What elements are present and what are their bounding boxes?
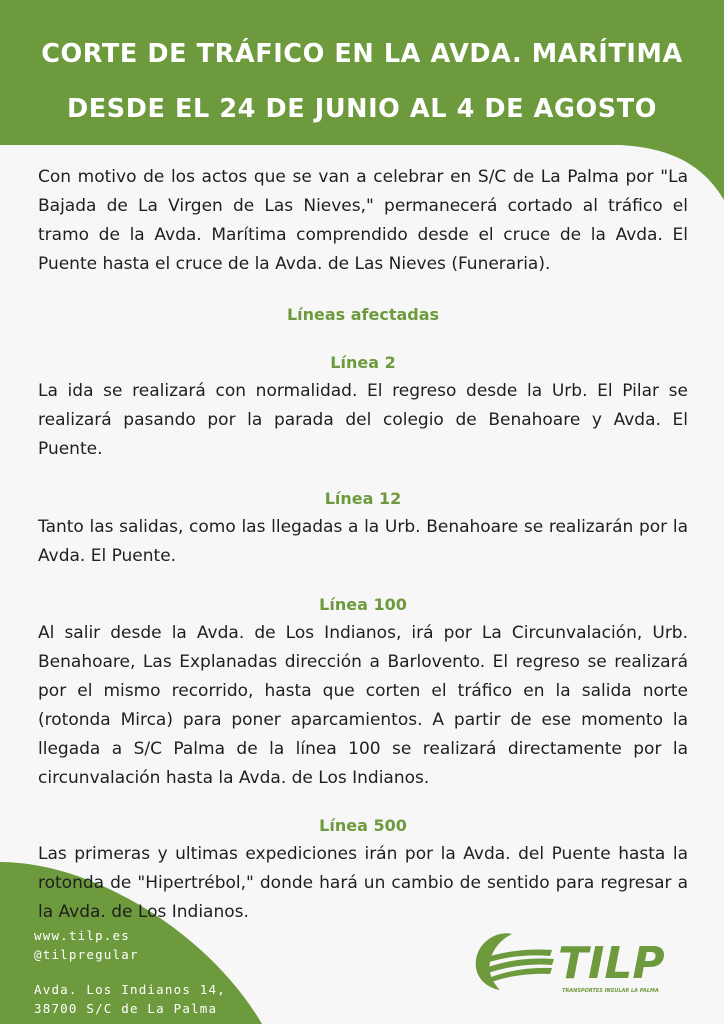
logo-tagline-text: TRANSPORTES INSULAR LA PALMA — [562, 988, 659, 994]
affected-lines-heading: Líneas afectadas — [286, 305, 440, 324]
line-100-text: Al salir desde la Avda. de Los Indianos, irá por La Circunvalación, Urb. Benahoare, Las Explanadas dirección a Barlovento. El regreso se realizará por el mismo recorrido, hasta que corten el tráfico en la salida norte (rotonda Mirca) para poner aparcamientos. A partir de ese momento la llegada a S/C Palma de la línea 100 se realizará directamente por la circunvalación hasta la Avda. de Los Indianos. — [38, 623, 688, 788]
website-link[interactable]: www.tilp.es — [34, 928, 130, 943]
intro-paragraph: Con motivo de los actos que se van a celebrar en S/C de La Palma por "La Bajada de La Virgen de Las Nieves," permanecerá cortado al tráfico el tramo de la Avda. Marítima comprendido desde el cruce de la Avda. El Puente hasta el cruce de la Avda. de Las Nieves (Funeraria). — [38, 167, 688, 274]
social-handle[interactable]: @tilpregular — [34, 947, 139, 962]
logo-brand-text: TILP — [558, 938, 665, 989]
page-title — [0, 0, 724, 137]
line-500-title: Línea 500 — [319, 816, 407, 835]
notice-body — [38, 163, 688, 927]
title-line-1: CORTE DE TRÁFICO EN LA AVDA. MARÍTIMA — [41, 39, 683, 69]
address-line-2: 38700 S/C de La Palma — [34, 1001, 218, 1016]
title-line-2: DESDE EL 24 DE JUNIO AL 4 DE AGOSTO — [66, 94, 658, 124]
line-2-text: La ida se realizará con normalidad. El regreso desde la Urb. El Pilar se realizará pasando por la parada del colegio de Benahoare y Avda. El Puente. — [38, 381, 688, 459]
address-line-1: Avda. Los Indianos 14, — [34, 982, 226, 997]
line-2-title: Línea 2 — [330, 353, 396, 372]
line-100-title: Línea 100 — [319, 595, 407, 614]
footer-contact — [34, 926, 226, 1018]
logo-swoosh-icon — [476, 933, 554, 990]
line-500-text: Las primeras y ultimas expediciones irán por la Avda. del Puente hasta la rotonda de "Hipertrébol," donde hará un cambio de sentido para regresar a la Avda. de Los Indianos. — [38, 844, 688, 922]
header-banner — [0, 0, 724, 145]
line-12-text: Tanto las salidas, como las llegadas a la Urb. Benahoare se realizarán por la Avda. El Puente. — [38, 517, 688, 566]
tilp-logo — [470, 928, 670, 998]
line-12-title: Línea 12 — [324, 489, 402, 508]
